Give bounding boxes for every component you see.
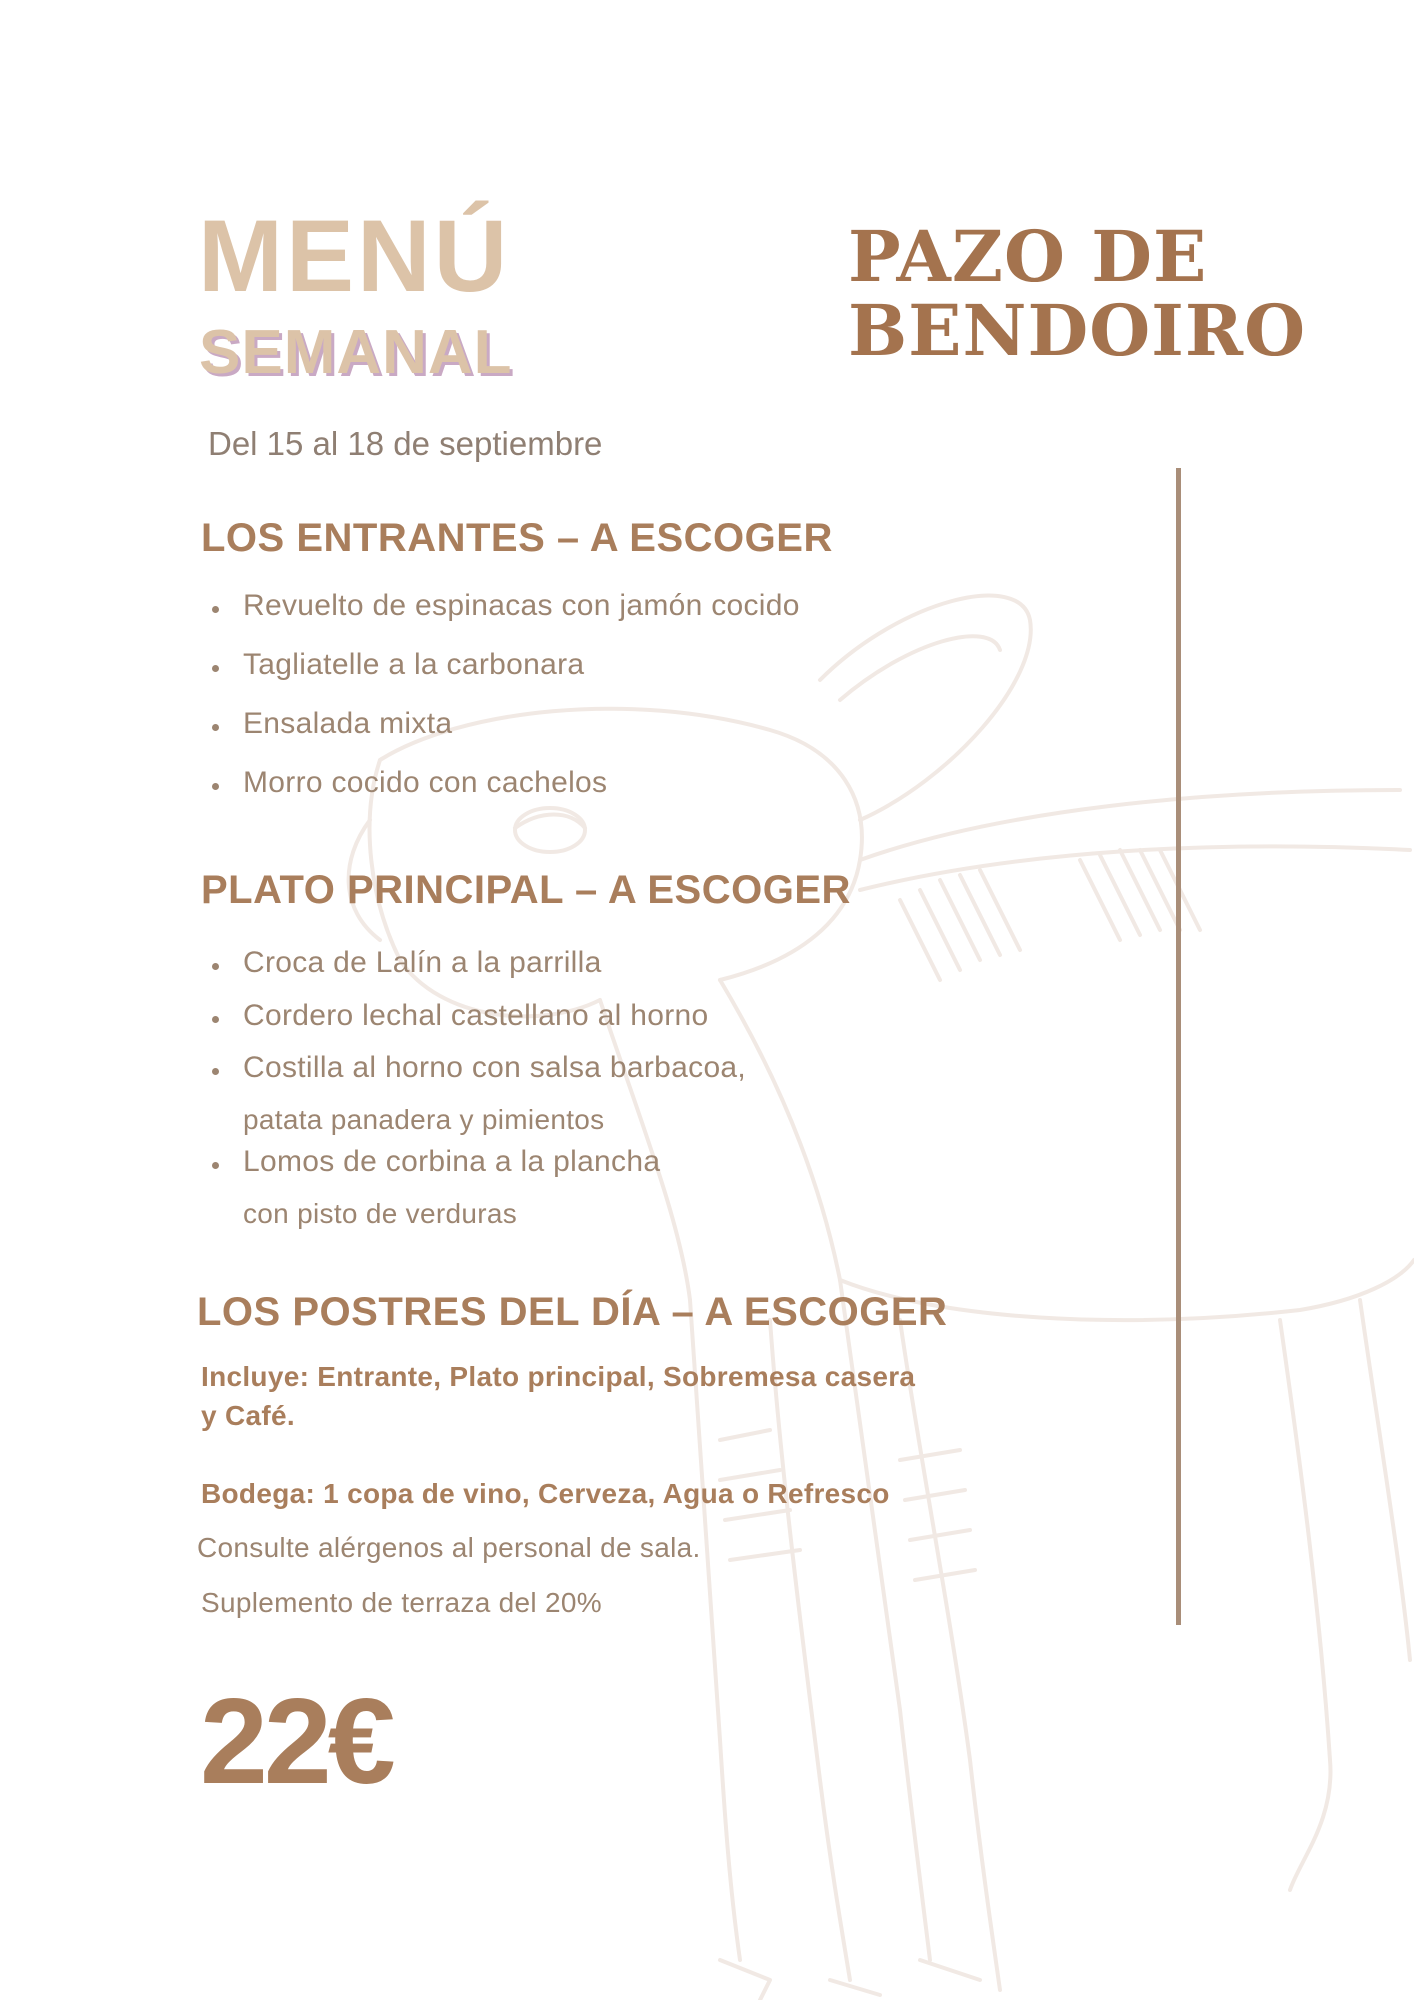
list-item-text: Cordero lechal castellano al horno [243, 999, 709, 1032]
list-item-text-continued: patata panadera y pimientos [243, 1104, 605, 1135]
menu-title: MENÚ [198, 199, 511, 313]
terrace-note: Suplemento de terraza del 20% [201, 1587, 602, 1618]
list-item [208, 1144, 746, 1232]
list-item [208, 998, 746, 1034]
section-title-starters: LOS ENTRANTES – A ESCOGER [201, 516, 833, 560]
brand-line-2: BENDOIRO [848, 289, 1307, 372]
list-item-text: Costilla al horno con salsa barbacoa, [243, 1051, 747, 1084]
section-title-main: PLATO PRINCIPAL – A ESCOGER [201, 868, 851, 912]
starters-list [208, 588, 800, 824]
allergens-note: Consulte alérgenos al personal de sala. [197, 1532, 701, 1563]
includes-note: Incluye: Entrante, Plato principal, Sobremesa casera y Café. [201, 1361, 916, 1431]
price: 22€ [200, 1673, 392, 1809]
main-course-list [208, 945, 746, 1249]
list-item: Tagliatelle a la carbonara [208, 647, 800, 706]
brand-line-1: PAZO DE [848, 215, 1208, 298]
list-item: Ensalada mixta [208, 706, 800, 765]
date-range: Del 15 al 18 de septiembre [208, 425, 603, 462]
list-item-text-continued: con pisto de verduras [243, 1198, 518, 1229]
list-item [208, 945, 746, 981]
list-item-text: Lomos de corbina a la plancha [243, 1145, 661, 1178]
list-item-text: Croca de Lalín a la parrilla [243, 946, 602, 979]
list-item [208, 1050, 746, 1138]
menu-subtitle: SEMANAL [199, 318, 513, 387]
bodega-note: Bodega: 1 copa de vino, Cerveza, Agua o Refresco [201, 1478, 890, 1509]
vertical-divider [1176, 468, 1181, 1625]
section-title-desserts: LOS POSTRES DEL DÍA – A ESCOGER [197, 1290, 948, 1334]
brand-logo [848, 215, 1307, 372]
list-item: Revuelto de espinacas con jamón cocido [208, 588, 800, 647]
list-item: Morro cocido con cachelos [208, 765, 800, 824]
